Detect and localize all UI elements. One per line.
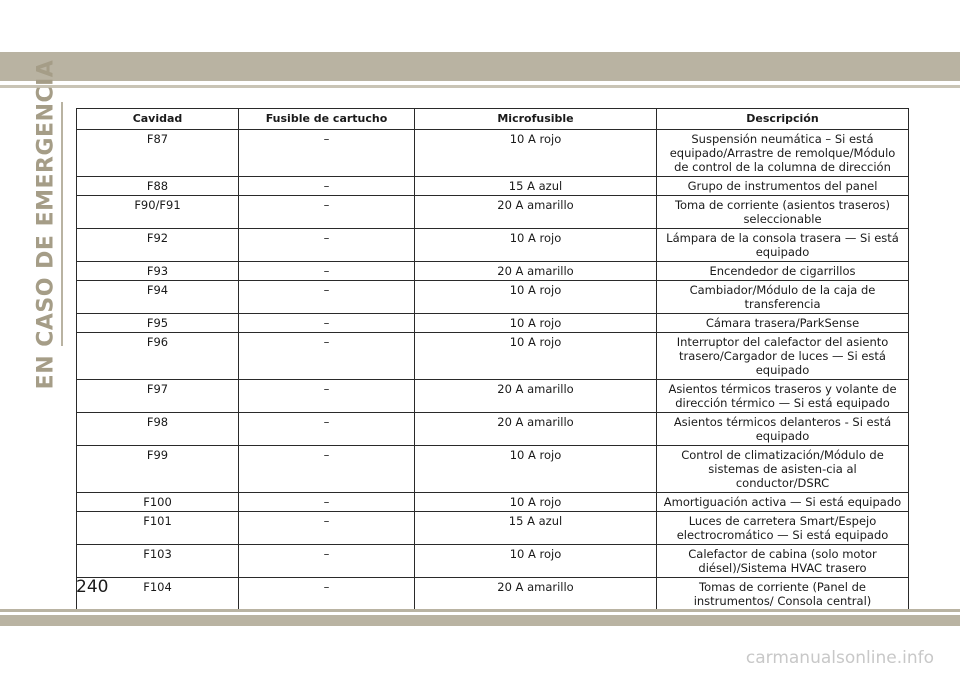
cell-micro-fuse: 20 A amarillo <box>415 380 657 413</box>
cell-cartridge-fuse: – <box>239 413 415 446</box>
cell-cartridge-fuse: – <box>239 446 415 493</box>
cell-micro-fuse: 10 A rojo <box>415 446 657 493</box>
table-row <box>77 229 909 262</box>
cell-cartridge-fuse: – <box>239 545 415 578</box>
header-cartridge-fuse: Fusible de cartucho <box>239 109 415 130</box>
table-row <box>77 130 909 177</box>
cell-cavity: F100 <box>77 493 239 512</box>
cell-micro-fuse: 10 A rojo <box>415 333 657 380</box>
cell-cavity: F94 <box>77 281 239 314</box>
table-row <box>77 493 909 512</box>
cell-micro-fuse: 10 A rojo <box>415 545 657 578</box>
cell-cartridge-fuse: – <box>239 333 415 380</box>
cell-micro-fuse: 20 A amarillo <box>415 578 657 611</box>
cell-description: Asientos térmicos traseros y volante de dirección térmico — Si está equipado <box>657 380 909 413</box>
cell-micro-fuse: 20 A amarillo <box>415 262 657 281</box>
watermark: carmanualsonline.info <box>745 648 934 668</box>
table-row <box>77 333 909 380</box>
cell-cavity: F98 <box>77 413 239 446</box>
table-header-row <box>77 109 909 130</box>
cell-cavity: F95 <box>77 314 239 333</box>
section-title <box>28 59 64 389</box>
header-rule <box>0 85 960 88</box>
table-row <box>77 413 909 446</box>
cell-cavity: F96 <box>77 333 239 380</box>
cell-micro-fuse: 20 A amarillo <box>415 196 657 229</box>
section-title-text: EN CASO DE EMERGENCIA <box>33 59 59 389</box>
table-row <box>77 314 909 333</box>
cell-description: Interruptor del calefactor del asiento trasero/Cargador de luces — Si está equipado <box>657 333 909 380</box>
header-cavity: Cavidad <box>77 109 239 130</box>
cell-micro-fuse: 10 A rojo <box>415 493 657 512</box>
table-row <box>77 196 909 229</box>
cell-cavity: F93 <box>77 262 239 281</box>
cell-description: Grupo de instrumentos del panel <box>657 177 909 196</box>
table-row <box>77 380 909 413</box>
table-row <box>77 177 909 196</box>
header-band <box>0 52 960 81</box>
cell-cartridge-fuse: – <box>239 314 415 333</box>
table-row <box>77 281 909 314</box>
cell-description: Calefactor de cabina (solo motor diésel)/Sistema HVAC trasero <box>657 545 909 578</box>
cell-description: Lámpara de la consola trasera — Si está equipado <box>657 229 909 262</box>
table-row <box>77 545 909 578</box>
cell-description: Luces de carretera Smart/Espejo electrocromático — Si está equipado <box>657 512 909 545</box>
cell-description: Encendedor de cigarrillos <box>657 262 909 281</box>
cell-cartridge-fuse: – <box>239 130 415 177</box>
cell-micro-fuse: 10 A rojo <box>415 130 657 177</box>
cell-micro-fuse: 10 A rojo <box>415 314 657 333</box>
cell-micro-fuse: 20 A amarillo <box>415 413 657 446</box>
cell-cavity: F97 <box>77 380 239 413</box>
cell-micro-fuse: 15 A azul <box>415 512 657 545</box>
footer-rule <box>0 609 960 612</box>
cell-cavity: F92 <box>77 229 239 262</box>
cell-cartridge-fuse: – <box>239 578 415 611</box>
cell-micro-fuse: 10 A rojo <box>415 229 657 262</box>
cell-description: Cambiador/Módulo de la caja de transferencia <box>657 281 909 314</box>
header-micro-fuse: Microfusible <box>415 109 657 130</box>
table-row <box>77 262 909 281</box>
cell-cavity: F103 <box>77 545 239 578</box>
cell-cartridge-fuse: – <box>239 196 415 229</box>
cell-cartridge-fuse: – <box>239 380 415 413</box>
cell-description: Toma de corriente (asientos traseros) seleccionable <box>657 196 909 229</box>
cell-cartridge-fuse: – <box>239 177 415 196</box>
table-body <box>77 130 909 611</box>
cell-description: Tomas de corriente (Panel de instrumentos/ Consola central) <box>657 578 909 611</box>
header-description: Descripción <box>657 109 909 130</box>
table-row <box>77 446 909 493</box>
cell-description: Cámara trasera/ParkSense <box>657 314 909 333</box>
cell-micro-fuse: 10 A rojo <box>415 281 657 314</box>
cell-cavity: F90/F91 <box>77 196 239 229</box>
table-row <box>77 578 909 611</box>
cell-description: Control de climatización/Módulo de sistemas de asisten-cia al conductor/DSRC <box>657 446 909 493</box>
cell-cavity: F99 <box>77 446 239 493</box>
cell-description: Suspensión neumática – Si está equipado/Arrastre de remolque/Módulo de control de la columna de dirección <box>657 130 909 177</box>
cell-description: Amortiguación activa — Si está equipado <box>657 493 909 512</box>
cell-cartridge-fuse: – <box>239 512 415 545</box>
table-row <box>77 512 909 545</box>
footer-band <box>0 615 960 626</box>
cell-cavity: F101 <box>77 512 239 545</box>
cell-description: Asientos térmicos delanteros - Si está equipado <box>657 413 909 446</box>
fuse-table <box>76 108 909 611</box>
cell-cartridge-fuse: – <box>239 229 415 262</box>
cell-cavity: F87 <box>77 130 239 177</box>
cell-cartridge-fuse: – <box>239 262 415 281</box>
cell-cavity: F88 <box>77 177 239 196</box>
cell-micro-fuse: 15 A azul <box>415 177 657 196</box>
cell-cavity: F104 <box>77 578 239 611</box>
cell-cartridge-fuse: – <box>239 281 415 314</box>
cell-cartridge-fuse: – <box>239 493 415 512</box>
page-number: 240 <box>76 577 109 597</box>
section-title-rule <box>61 102 63 346</box>
